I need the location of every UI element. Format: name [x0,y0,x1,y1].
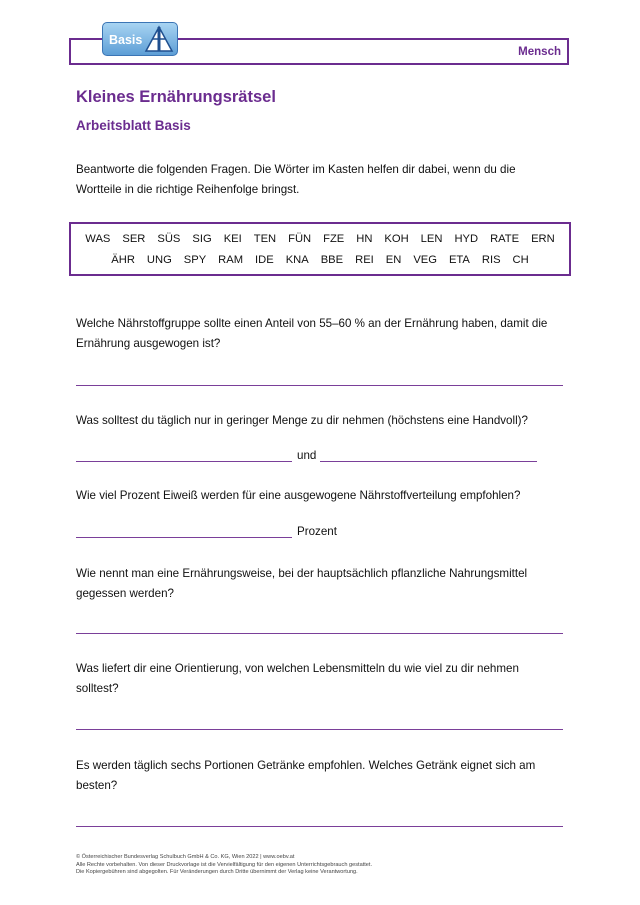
answer-line-1[interactable] [76,385,563,386]
basis-logo [102,22,178,56]
intro-text [76,160,566,200]
syllable: FÜN [288,233,312,245]
syllable: RATE [490,233,520,245]
syllable: EN [385,254,402,266]
question-line: Wie nennt man eine Ernährungsweise, bei der hauptsächlich pflanzliche Nahrungsmittel [76,567,528,580]
page-subtitle: Arbeitsblatt Basis [76,118,191,133]
und-label: und [297,449,317,462]
syllable: FZE [323,233,345,245]
syllable: HN [356,233,373,245]
page-title: Kleines Ernährungsrätsel [76,88,276,106]
question-line: Ernährung ausgewogen ist? [76,337,221,350]
question-2 [76,411,566,431]
syllable: HYD [454,233,479,245]
answer-line-6[interactable] [76,826,563,827]
syllable: ÄHR [111,254,135,266]
syllable: KNA [285,254,309,266]
pyramid-icon [144,25,174,53]
question-line: Es werden täglich sechs Portionen Getränke empfohlen. Welches Getränk eignet sich am [76,759,536,772]
question-line: Was solltest du täglich nur in geringer Menge zu dir nehmen (höchstens eine Handvoll)? [76,414,528,427]
syllable: ERN [531,233,555,245]
question-line: gegessen werden? [76,587,174,600]
syllable-box [69,222,571,276]
answer-line-2a[interactable] [76,461,292,462]
footer-line: Alle Rechte vorbehalten. Von dieser Druckvorlage ist die Vervielfältigung für den eigenen Unterrichtsgebrauch gestattet. [76,861,373,868]
intro-line: Wortteile in die richtige Reihenfolge bringst. [76,183,300,196]
question-3 [76,486,566,506]
syllable: ETA [448,254,470,266]
syllable: UNG [146,254,172,266]
syllable: SIG [192,233,212,245]
footer-line: Die Kopiergebühren sind abgegolten. Für Veränderungen durch Dritte übernimmt der Verlag keine Verantwortung. [76,869,358,875]
syllable: SÜS [157,233,181,245]
syllable: VEG [413,254,437,266]
logo-text: Basis [109,33,143,47]
syllable-row-2 [81,254,559,266]
question-line: Wie viel Prozent Eiweiß werden für eine ausgewogene Nährstoffverteilung empfohlen? [76,489,521,502]
question-line: Was liefert dir eine Orientierung, von welchen Lebensmitteln du wie viel zu dir nehmen [76,662,519,675]
syllable: SPY [183,254,207,266]
intro-line: Beantworte die folgenden Fragen. Die Wörter im Kasten helfen dir dabei, wenn du die [76,163,516,176]
syllable: WAS [85,233,111,245]
syllable: RIS [481,254,501,266]
syllable: LEN [420,233,443,245]
subject-label: Mensch [518,46,561,58]
answer-line-2b[interactable] [320,461,537,462]
answer-line-4[interactable] [76,633,563,634]
syllable: REI [355,254,374,266]
question-1 [76,314,566,354]
answer-line-3[interactable] [76,537,292,538]
question-line: Welche Nährstoffgruppe sollte einen Anteil von 55–60 % an der Ernährung haben, damit die [76,317,548,330]
question-6 [76,756,566,796]
syllable: KOH [384,233,409,245]
question-4 [76,564,566,604]
syllable: IDE [255,254,274,266]
footer [76,854,372,877]
syllable: CH [512,254,529,266]
prozent-label: Prozent [297,525,337,538]
syllable: RAM [218,254,244,266]
syllable: SER [122,233,146,245]
question-5 [76,659,566,699]
footer-line: © Österreichischer Bundesverlag Schulbuch GmbH & Co. KG, Wien 2022 | www.oebv.at [76,854,295,860]
answer-line-5[interactable] [76,729,563,730]
question-line: besten? [76,779,118,792]
question-line: solltest? [76,682,119,695]
syllable: KEI [223,233,242,245]
syllable-row-1 [81,233,559,245]
syllable: TEN [253,233,277,245]
syllable: BBE [320,254,344,266]
